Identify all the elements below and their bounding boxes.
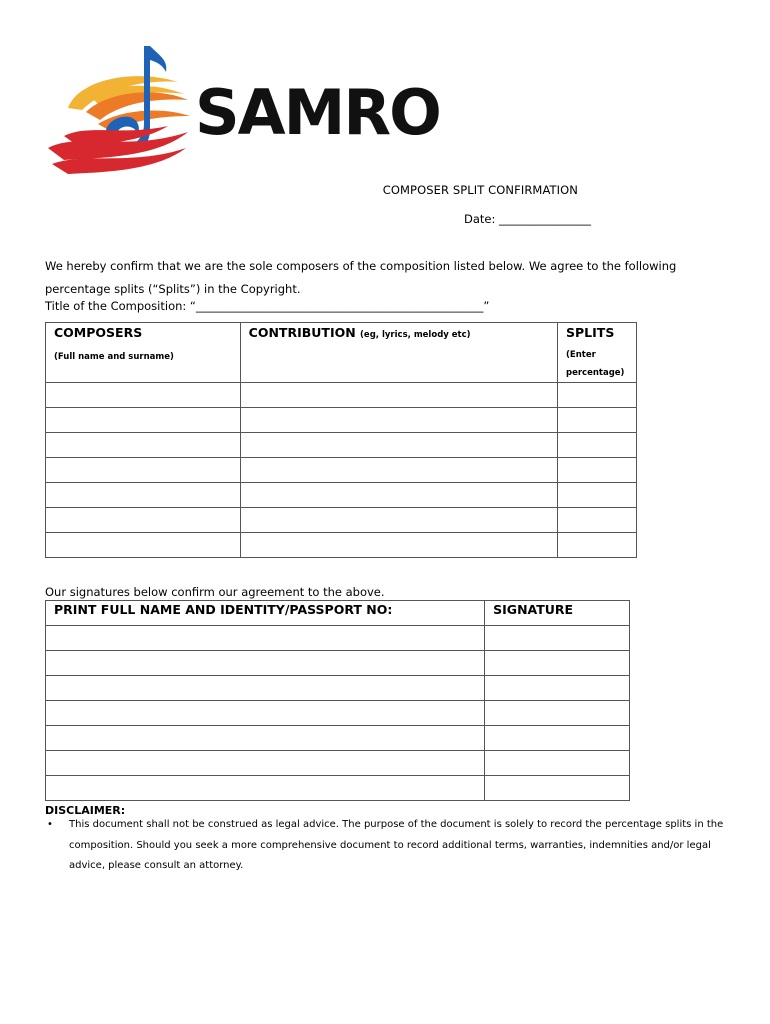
table-row	[46, 626, 630, 651]
split-cell[interactable]	[558, 408, 637, 433]
signatures-table-header	[46, 601, 630, 626]
composition-title-field[interactable]: Title of the Composition: “__________________________________________________”	[45, 299, 490, 313]
table-row	[46, 433, 637, 458]
disclaimer-title: DISCLAIMER:	[45, 804, 126, 817]
signatures-intro: Our signatures below confirm our agreement to the above.	[45, 585, 385, 599]
table-row	[46, 508, 637, 533]
signature-cell[interactable]	[485, 726, 630, 751]
signature-header: SIGNATURE	[493, 602, 574, 617]
composer-name-cell[interactable]	[46, 383, 241, 408]
table-row	[46, 651, 630, 676]
table-row	[46, 483, 637, 508]
contribution-cell[interactable]	[240, 383, 557, 408]
split-cell[interactable]	[558, 458, 637, 483]
contribution-header-wrap	[241, 323, 557, 340]
name-id-cell[interactable]	[46, 751, 485, 776]
contribution-cell[interactable]	[240, 533, 557, 558]
signature-cell[interactable]	[485, 776, 630, 801]
samro-logo	[38, 40, 478, 190]
split-cell[interactable]	[558, 433, 637, 458]
form-title-wrap	[0, 183, 578, 197]
brand-wordmark: SAMRO	[195, 76, 440, 149]
table-row	[46, 408, 637, 433]
signature-cell[interactable]	[485, 701, 630, 726]
bullet-icon: •	[47, 819, 53, 830]
table-row	[46, 701, 630, 726]
split-cell[interactable]	[558, 483, 637, 508]
signature-cell[interactable]	[485, 751, 630, 776]
composers-table-header	[46, 323, 637, 383]
contribution-cell[interactable]	[240, 483, 557, 508]
list-item	[45, 815, 735, 877]
name-id-header: PRINT FULL NAME AND IDENTITY/PASSPORT NO:	[54, 602, 393, 617]
contribution-cell[interactable]	[240, 408, 557, 433]
name-id-cell[interactable]	[46, 676, 485, 701]
intro-paragraph: We hereby confirm that we are the sole composers of the composition listed below. We agree to the following percentage splits (“Splits”) in the Copyright.	[45, 259, 677, 296]
split-cell[interactable]	[558, 383, 637, 408]
split-cell[interactable]	[558, 508, 637, 533]
name-id-cell[interactable]	[46, 651, 485, 676]
composers-subheader: (Full name and surname)	[54, 352, 174, 362]
composer-name-cell[interactable]	[46, 483, 241, 508]
splits-header-cell	[558, 323, 637, 383]
table-row	[46, 676, 630, 701]
signatures-table	[45, 600, 630, 801]
samro-emblem-icon	[38, 40, 198, 190]
composers-table	[45, 322, 637, 558]
contribution-cell[interactable]	[240, 508, 557, 533]
table-row	[46, 776, 630, 801]
table-row	[46, 383, 637, 408]
table-row	[46, 458, 637, 483]
contribution-cell[interactable]	[240, 458, 557, 483]
signature-header-cell	[485, 601, 630, 626]
table-row	[46, 533, 637, 558]
name-id-cell[interactable]	[46, 726, 485, 751]
contribution-header: CONTRIBUTION	[248, 325, 356, 340]
contribution-header-cell	[240, 323, 557, 383]
composer-name-cell[interactable]	[46, 408, 241, 433]
table-row	[46, 726, 630, 751]
composer-name-cell[interactable]	[46, 458, 241, 483]
date-field[interactable]: Date: ________________	[464, 212, 592, 226]
name-id-cell[interactable]	[46, 701, 485, 726]
contribution-hint: (eg, lyrics, melody etc)	[360, 330, 471, 340]
composers-header-cell	[46, 323, 241, 383]
signature-cell[interactable]	[485, 651, 630, 676]
composer-name-cell[interactable]	[46, 508, 241, 533]
contribution-cell[interactable]	[240, 433, 557, 458]
composer-name-cell[interactable]	[46, 533, 241, 558]
composers-header: COMPOSERS	[54, 325, 143, 340]
name-id-cell[interactable]	[46, 626, 485, 651]
splits-header: SPLITS	[566, 325, 615, 340]
signature-cell[interactable]	[485, 626, 630, 651]
splits-subheader: (Enter percentage)	[566, 350, 625, 378]
name-id-header-cell	[46, 601, 485, 626]
disclaimer-list	[45, 815, 735, 877]
signature-cell[interactable]	[485, 676, 630, 701]
composer-name-cell[interactable]	[46, 433, 241, 458]
page-title: COMPOSER SPLIT CONFIRMATION	[382, 183, 578, 197]
disclaimer-text: This document shall not be construed as legal advice. The purpose of the document is solely to record the percentage splits in the composition. Should you seek a more comprehensive document to record additional terms, warranties, indemnities and/or legal advice, please consult an attorney.	[69, 819, 724, 871]
name-id-cell[interactable]	[46, 776, 485, 801]
table-row	[46, 751, 630, 776]
split-cell[interactable]	[558, 533, 637, 558]
